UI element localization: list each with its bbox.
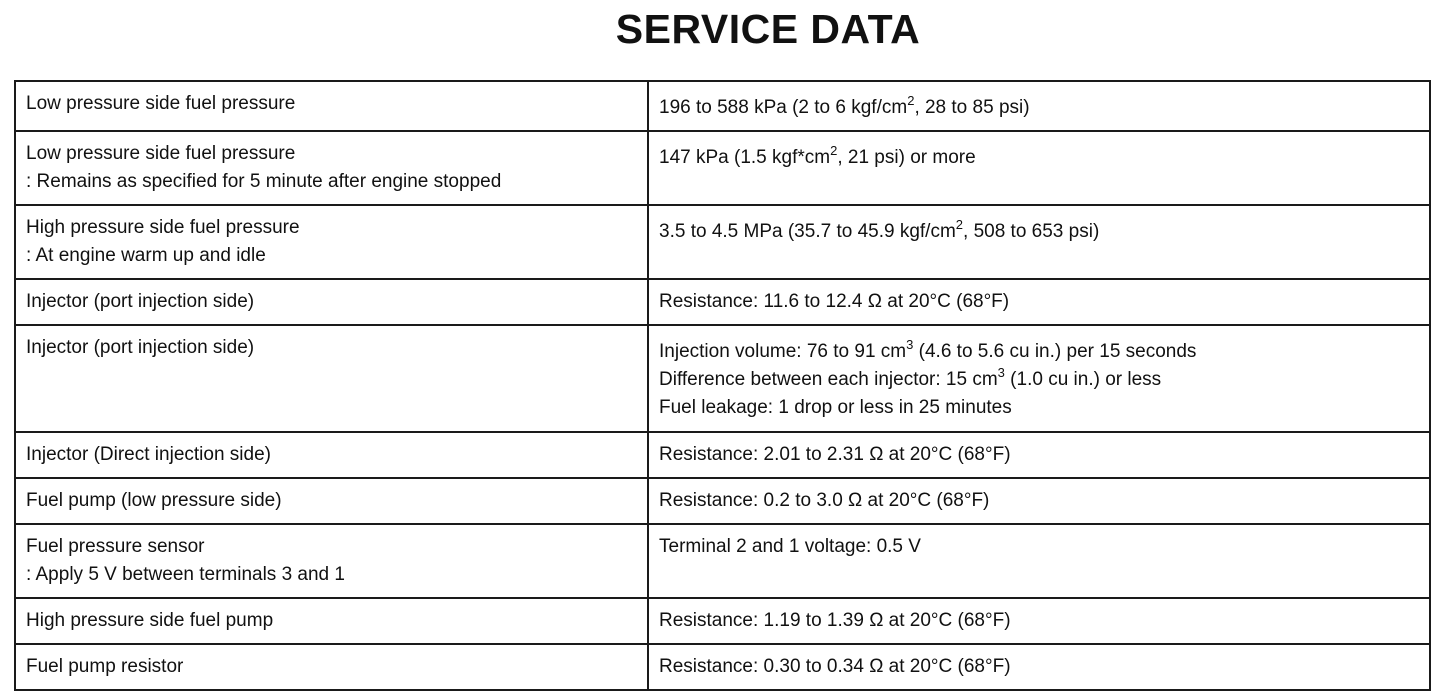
- spec-fragment: , 28 to 85 psi): [914, 97, 1030, 118]
- spec-fragment: , 21 psi) or more: [837, 147, 976, 168]
- spec-fragment: Resistance: 11.6 to 12.4 Ω at 20°C (68°F): [659, 291, 1010, 312]
- item-text: Injector (port injection side): [26, 337, 255, 358]
- spec-cell: [648, 205, 1430, 279]
- item-text: Low pressure side fuel pressure: [26, 143, 296, 164]
- spec-text: [659, 533, 1419, 561]
- item-cell: [15, 131, 648, 205]
- item-text: Fuel pump resistor: [26, 656, 184, 677]
- spec-fragment: Resistance: 1.19 to 1.39 Ω at 20°C (68°F): [659, 610, 1011, 631]
- table-row: [15, 644, 1430, 690]
- spec-cell: [648, 279, 1430, 325]
- spec-text: [659, 366, 1419, 394]
- spec-cell: [648, 432, 1430, 478]
- table-row: [15, 131, 1430, 205]
- item-cell: [15, 478, 648, 524]
- spec-text: [659, 218, 1419, 246]
- spec-text: [659, 144, 1419, 172]
- spec-cell: [648, 524, 1430, 598]
- service-data-table: [14, 80, 1431, 691]
- superscript: 3: [997, 365, 1005, 380]
- item-text: High pressure side fuel pressure: [26, 217, 300, 238]
- spec-text: [659, 288, 1419, 316]
- item-text: : Remains as specified for 5 minute after engine stopped: [26, 171, 502, 192]
- table-row: [15, 81, 1430, 131]
- item-cell: [15, 81, 648, 131]
- superscript: 2: [955, 217, 964, 232]
- page-title: SERVICE DATA: [615, 6, 921, 52]
- spec-fragment: 3.5 to 4.5 MPa (35.7 to 45.9 kgf/cm: [659, 221, 956, 242]
- item-cell: [15, 598, 648, 644]
- spec-fragment: Difference between each injector: 15 cm: [659, 369, 998, 390]
- item-cell: [15, 432, 648, 478]
- item-text: Injector (Direct injection side): [26, 444, 271, 465]
- table-row: [15, 478, 1430, 524]
- spec-cell: [648, 478, 1430, 524]
- item-text: : Apply 5 V between terminals 3 and 1: [26, 564, 345, 585]
- spec-cell: [648, 81, 1430, 131]
- spec-text: [659, 487, 1419, 515]
- spec-fragment: , 508 to 653 psi): [963, 221, 1100, 242]
- superscript: 2: [830, 143, 838, 158]
- spec-fragment: 196 to 588 kPa (2 to 6 kgf/cm: [659, 97, 908, 118]
- spec-text: [659, 338, 1419, 366]
- item-cell: [15, 279, 648, 325]
- item-text: : At engine warm up and idle: [26, 245, 266, 266]
- spec-fragment: Fuel leakage: 1 drop or less in 25 minutes: [659, 397, 1012, 418]
- table-row: [15, 598, 1430, 644]
- item-cell: [15, 524, 648, 598]
- superscript: 2: [907, 93, 915, 108]
- spec-cell: [648, 644, 1430, 690]
- spec-fragment: (1.0 cu in.) or less: [1004, 369, 1162, 390]
- spec-fragment: 147 kPa (1.5 kgf*cm: [659, 147, 831, 168]
- item-text: Low pressure side fuel pressure: [26, 93, 296, 114]
- item-cell: [15, 644, 648, 690]
- item-text: Fuel pressure sensor: [26, 536, 205, 557]
- table-row: [15, 325, 1430, 432]
- item-text: Injector (port injection side): [26, 291, 255, 312]
- spec-cell: [648, 131, 1430, 205]
- spec-cell: [648, 598, 1430, 644]
- item-cell: [15, 325, 648, 432]
- spec-fragment: Resistance: 0.2 to 3.0 Ω at 20°C (68°F): [659, 490, 990, 511]
- spec-text: [659, 653, 1419, 681]
- table-row: [15, 524, 1430, 598]
- spec-fragment: Terminal 2 and 1 voltage: 0.5 V: [659, 536, 921, 557]
- spec-text: [659, 394, 1419, 422]
- table-row: [15, 279, 1430, 325]
- spec-text: [659, 441, 1419, 469]
- spec-fragment: Resistance: 0.30 to 0.34 Ω at 20°C (68°F): [659, 656, 1011, 677]
- spec-fragment: Resistance: 2.01 to 2.31 Ω at 20°C (68°F): [659, 444, 1011, 465]
- spec-fragment: (4.6 to 5.6 cu in.) per 15 seconds: [913, 341, 1197, 362]
- spec-cell: [648, 325, 1430, 432]
- spec-fragment: Injection volume: 76 to 91 cm: [659, 341, 907, 362]
- item-text: Fuel pump (low pressure side): [26, 490, 282, 511]
- table-row: [15, 432, 1430, 478]
- spec-text: [659, 94, 1419, 122]
- item-text: High pressure side fuel pump: [26, 610, 274, 631]
- spec-text: [659, 607, 1419, 635]
- superscript: 3: [906, 337, 914, 352]
- item-cell: [15, 205, 648, 279]
- table-row: [15, 205, 1430, 279]
